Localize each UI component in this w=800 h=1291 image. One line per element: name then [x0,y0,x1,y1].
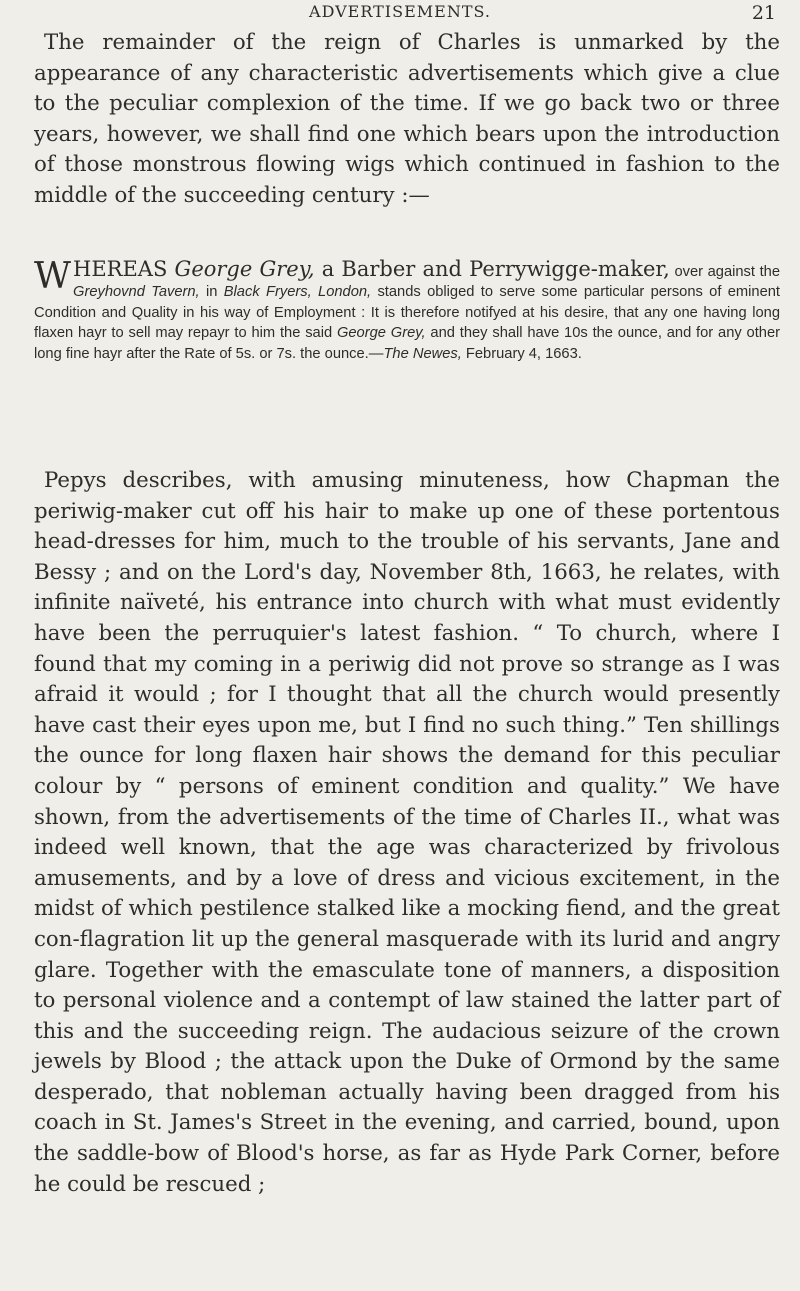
advert-lead: HEREAS George Grey, a Barber and Perrywigge-maker, [73,257,670,281]
advert-street: Black Fryers, London, [223,284,372,301]
advert-name: George Grey, [174,257,315,281]
quoted-advertisement: WHEREAS George Grey, a Barber and Perrywigge-maker, over against the Greyhovnd Tavern, in Black Fryers, London, stands obliged to serve some particular persons of eminent Condition and Quality in his way of Employment : It is therefore notifyed at his desire, that any one having long flaxen hayr to sell may repayr to him the said George Grey, and they shall have 10s the ounce, and for any other long fine hayr after the Rate of 5s. or 7s. the ounce.—The Newes, February 4, 1663. [34,256,781,362]
page-number: 21 [751,2,776,24]
advert-date: February 4, 1663. [461,345,582,362]
advert-dropcap: W [34,256,72,297]
paragraph-intro: The remainder of the reign of Charles is unmarked by the appearance of any characteristic advertisements which give a clue to the peculiar complexion of the time. If we go back two or three years, however, we shall find one which bears upon the introduction of those monstrous flowing wigs which continued in fashion to the middle of the succeeding century :— [34,30,780,208]
advert-source: The Newes, [383,345,462,362]
advert-tavern: Greyhovnd Tavern, [73,284,200,301]
paragraph-pepys: Pepys describes, with amusing minuteness, how Chapman the periwig-maker cut off his hair to make up one of these portentous head-dresses for him, much to the trouble of his servants, Jane and Bessy ; and on the Lord's day, November 8th, 1663, he relates, with infinite naïveté, his entrance into church with what must evidently have been the perruquier's latest fashion. “ To church, where I found that my coming in a periwig did not prove so strange as I was afraid it would ; for I thought that all the church would presently have cast their eyes upon me, but I find no such thing.” Ten shillings the ounce for long flaxen hair shows the demand for this peculiar colour by “ persons of eminent condition and quality.” We have shown, from the advertisements of the time of Charles II., what was indeed well known, that the age was characterized by frivolous amusements, and by a love of dress and vicious excitement, in the midst of which pestilence stalked like a mocking fiend, and the great con-flagration lit up the general masquerade with its lurid and angry glare. Together with the emasculate tone of manners, a disposition to personal violence and a contempt of law stained the latter part of this and the succeeding reign. The audacious seizure of the crown jewels by Blood ; the attack upon the Duke of Ormond by the same desperado, that nobleman actually having been dragged from his coach in St. James's Street in the evening, and carried, bound, upon the saddle-bow of Blood's horse, as far as Hyde Park Corner, before he could be rescued ; [34,468,780,1197]
advert-name-repeat: George Grey, [336,325,426,342]
running-head: ADVERTISEMENTS. [309,2,491,21]
